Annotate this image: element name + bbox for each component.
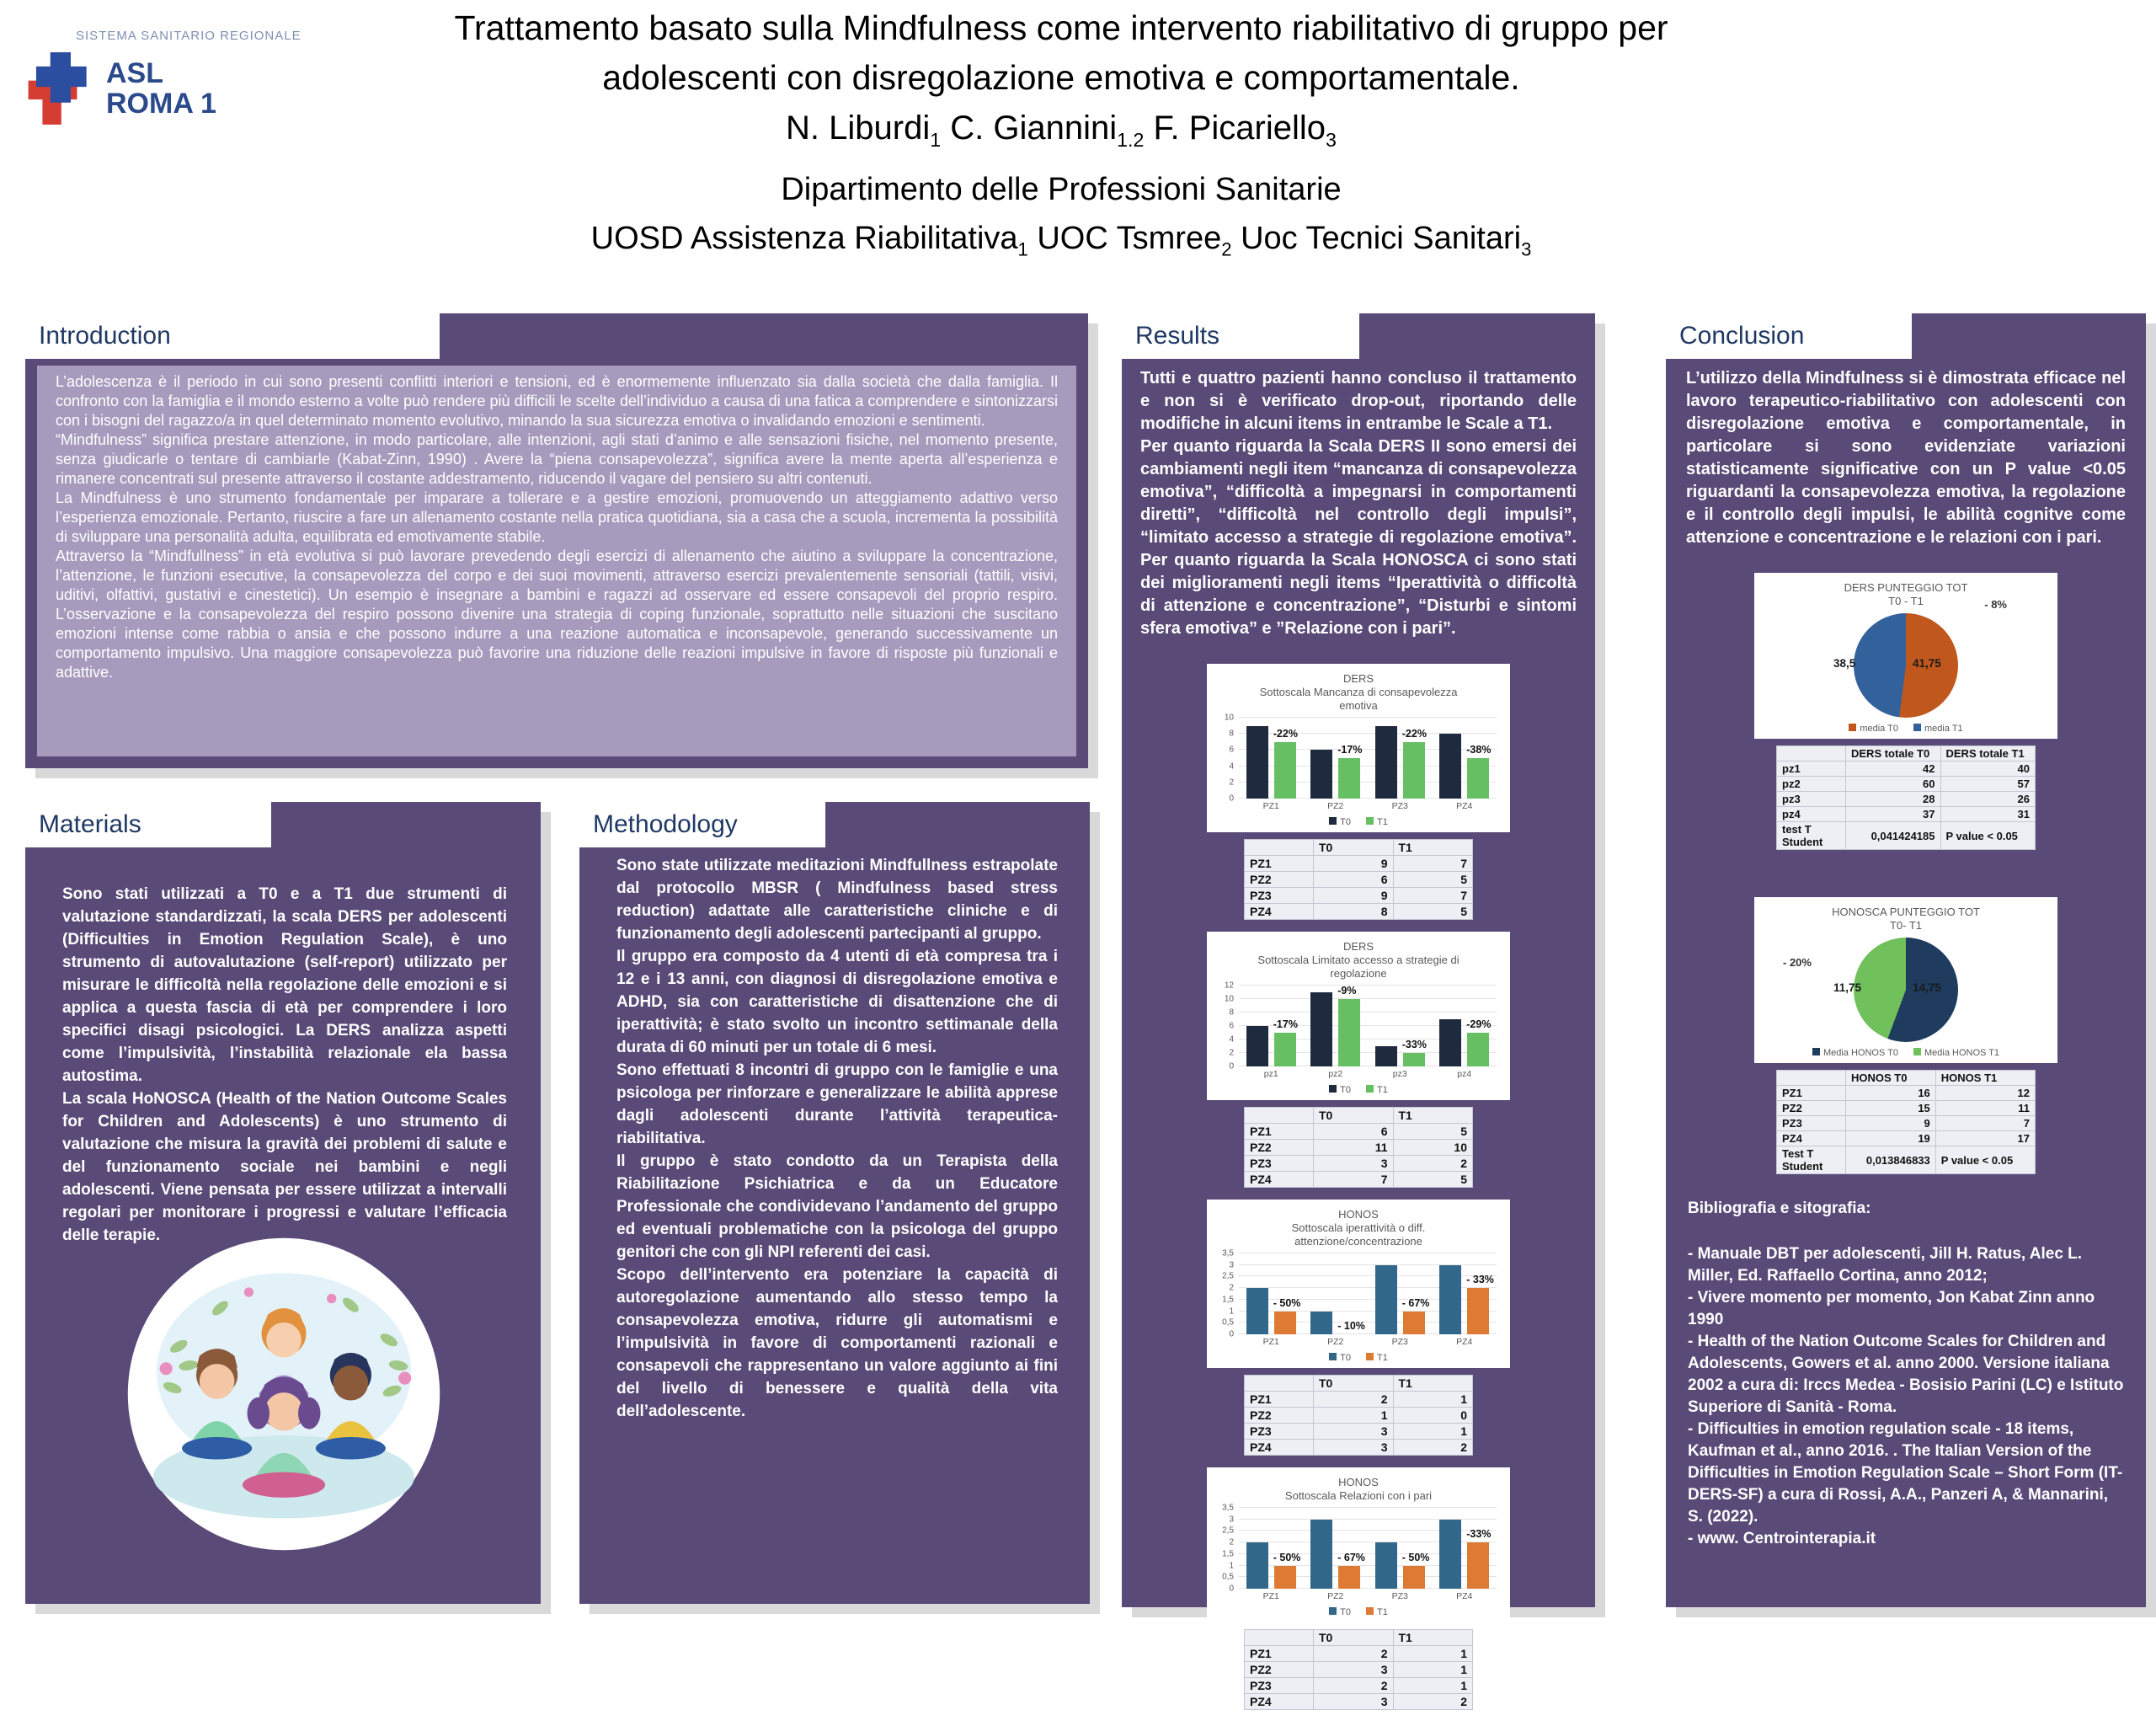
table-ders-limitato-accesso: T0 T1 PZ1 6 5 PZ2 11 10 PZ3 3 2 PZ4 7 5 [1244,1107,1473,1188]
poster-header [185,3,1937,275]
conclusion-title-text: Conclusion [1679,322,1805,350]
logo-org-line1: ASL [106,57,163,89]
logo-org-line2: ROMA 1 [106,88,216,120]
pie-honosca-punteggio-tot: HONOSCA PUNTEGGIO TOT T0- T1 14,75 11,75 - 20% Media HONOS T0 Media HONOS T1 [1754,897,2057,1063]
table-honos-iperattivita: T0 T1 PZ1 2 1 PZ2 1 0 PZ3 3 1 PZ4 3 2 [1244,1375,1473,1456]
conclusion-panel [1666,313,2146,1607]
units-line: UOSD Assistenza Riabilitativa$_1$ UOC Tsmree$_2$ Uoc Tecnici Sanitari$_3$ [590,221,1532,260]
table-honos-totale: HONOS T0 HONOS T1 PZ1 16 12 PZ2 15 11 PZ3 9 7 PZ4 19 17 Test T Student 0,013846833 P value < 0.05 [1776,1070,2036,1174]
materials-panel [25,802,541,1604]
logo-system-label: SISTEMA SANITARIO REGIONALE [76,29,302,43]
table-ders-totale: DERS totale T0 DERS totale T1 pz1 42 40 pz2 60 57 pz3 28 26 pz4 37 31 test T Student 0,041424185 P value < 0.05 [1776,745,2036,850]
results-section-title [1122,313,1359,359]
introduction-text: L’adolescenza è il periodo in cui sono presenti conflitti interiori e tensioni, ed è enormemente influenzato sia dalla società che dalla famiglia. Il confronto con la famiglia e il mondo esterno a volte può rendere più difficili le scelte dell’individuo a causa di una fatica a comprendere e sintonizzarsi con i bisogni del ragazzo/a in quel determinato momento evolutivo, minando la sua sicurezza emotiva o invalidando emozioni e sentimenti. “Mindfulness” significa prestare attenzione, in modo particolare, alle intenzioni, agli stati d’animo e alle sensazioni fisiche, nel momento presente, senza giudicarle o tentare di cambiarle (Kabat-Zinn, 1990) . Avere la “piena consapevolezza”, significa avere la mente aperta all’esperienza e rimanere concentrati sul presente attraverso il costante addestramento, riducendo il vagare del pensiero su altri contenuti. La Mindfulness è uno strumento fondamentale per imparare a tollerare e a gestire emozioni, promuovendo un atteggiamento adattivo verso l’esperienza emozionale. Pertanto, riuscire a fare un allenamento costante nella pratica quotidiana, sia a casa che a scuola, incrementa la possibilità di sviluppare una personalità adulta, equilibrata ed emotivamente stabile. Attraverso la “Mindfullness” in età evolutiva si può lavorare prevedendo degli esercizi di allenamento che aiutino a sviluppare la concentrazione, l’attenzione, le funzioni esecutive, la consapevolezza del corpo e dei suoi movimenti, attraverso esercizi prevalentemente sensoriali (tattili, visivi, uditivi, olfattivi, gustativi e cinestetici). Un esempio è insegnare a bambini e ragazzi ad osservare ed essere consapevoli del proprio respiro. L’osservazione e la consapevolezza del respiro possono divenire una strategia di coping funzionale, soprattutto nelle situazioni che suscitano emozioni intense come rabbia o ansia e che possono indurre a una reazione automatica e inconsapevole, generando successivamente un comportamento impulsivo. Una maggiore consapevolezza può favorire una riduzione delle reazioni impulsive in favore di risposte più funzionali e adattive. [37,366,1076,756]
introduction-title-text: Introduction [39,322,171,350]
bibliography-title: Bibliografia e sitografia: [1688,1200,1871,1217]
introduction-section-title [25,313,440,359]
bibliography-list: - Manuale DBT per adolescenti, Jill H. Ratus, Alec L. Miller, Ed. Raffaello Cortina, anno 2012; - Vivere momento per momento, Jon Kabat Zinn anno 1990 - Health of the Nation Outcome Scales for Children and Adolescents, Gowers et al. anno 2000. Versione italiana 2002 a cura di: Irccs Medea - Bosisio Parini (LC) e Istituto Superiore di Sanità - Roma. - Difficulties in emotion regulation scale - 18 items, Kaufman et al., anno 2016. . The Italian Version of the Difficulties in Emotion Regulation Scale – Short Form (IT-DERS-SF) a cura di Rossi, A.A., Panzeri A, & Mannarini, S. (2022). - www. Centrointerapia.it [1688,1245,2124,1547]
department-line: Dipartimento delle Professioni Sanitarie [781,172,1342,207]
conclusion-section-title [1666,313,1912,359]
methodology-panel [579,802,1090,1604]
methodology-text: Sono state utilizzate meditazioni Mindfullness estrapolate dal protocollo MBSR ( Mindfulness based stress reduction) adattate alle caratteristiche cliniche e di funzionamento degli adolescenti partecipanti al gruppo. Il gruppo era composto da 4 utenti di età compresa tra i 12 e i 13 anni, con diagnosi di disregolazione emotiva e ADHD, sia con caratteristiche di disattenzione che di iperattività; è stato svolto un incontro settimanale della durata di 60 minuti per un totale di 6 mesi. Sono effettuati 8 incontri di gruppo con le famiglie e una psicologa per rinforzare e generalizzare le abilità apprese dagli adolescenti durante l’attività terapeutica-riabilitativa. Il gruppo è stato condotto da un Terapista della Riabilitazione Psichiatrica e da un Educatore Professionale che condividevano l’andamento del gruppo ed eventuali problematiche con la psicologa del gruppo genitori che con gli NPI referenti dei casi. Scopo dell’intervento era potenziare la capacità di autoregolazione aumentando allo stesso tempo la consapevolezza emotiva, ridurre gli automatismi e l’impulsività in favore di comportamenti razionali e consapevoli che rappresentano un valore aggiunto ai fini del livello di benessere e qualità della vita dell’adolescente. [616,857,1058,1420]
cross-icon [24,48,94,129]
authors-line: N. Liburdi$_1$ C. Giannini$_{1.2}$ F. Picariello$_3$ [786,110,1337,151]
chart-honos-relazioni-pari: HONOS Sottoscala Relazioni con i pari 0 0,5 1 1,5 2 2,5 3 3,5 - 50% - 67% - 50% -33% PZ1 PZ2 PZ3 PZ4 T0 T1 [1207,1467,1510,1622]
table-ders-mancanza-consapevolezza: T0 T1 PZ1 9 7 PZ2 6 5 PZ3 9 7 PZ4 8 5 [1244,839,1473,920]
materials-text: Sono stati utilizzati a T0 e a T1 due strumenti di valutazione standardizzati, la scala DERS per adolescenti (Difficulties in Emotion Regulation Scale), è uno strumento di autovalutazione (self-report) utilizzato per misurare le difficoltà nella regolazione delle emozioni e si applica a questa fascia di età per comprendere i loro specifici disagi psicologici. La DERS analizza aspetti come l’impulsività, l’instabilità relazionale ela bassa autostima. La scala HoNOSCA (Health of the Nation Outcome Scales for Children and Adolescents) è uno strumento di valutazione che misura la gravità dei problemi di salute e del funzionamento sociale nei bambini e negli adolescenti. Viene pensata per essere utilizzat a intervalli regolari per monitorare i progressi e valutare l’efficacia delle terapie. [62,885,507,1244]
introduction-panel [25,313,1088,768]
chart-honos-iperattivita: HONOS Sottoscala iperattività o diff. attenzione/concentrazione 0 0,5 1 1,5 2 2,5 3 3,5 - 50% - 10% - 67% - 33% PZ1 PZ2 PZ3 PZ4 T0 T1 [1207,1200,1510,1368]
methodology-title-text: Methodology [593,810,738,838]
methodology-section-title [579,802,825,847]
chart-ders-mancanza-consapevolezza: DERS Sottoscala Mancanza di consapevolezza emotiva 0 2 4 6 8 10 -22% -17% -22% -38% PZ1 PZ2 PZ3 PZ4 T0 T1 [1207,664,1510,832]
pie-ders-punteggio-tot: DERS PUNTEGGIO TOT T0 - T1 41,75 38,5 - 8% media T0 media T1 [1754,573,2057,739]
poster-title-line1: Trattamento basato sulla Mindfulness come intervento riabilitativo di gruppo per [454,8,1668,47]
results-title-text: Results [1135,322,1220,350]
conclusion-text: L’utilizzo della Mindfulness si è dimostrata efficace nel lavoro terapeutico-riabilitativo con adolescenti con disregolazione emotiva e comportamentale, in particolare si sono evidenziate variazioni statisticamente significative con un P value <0.05 riguardanti la consapevolezza emotiva, la regolazione e il controllo degli impulsi, le abilità cognitve come attenzione e concentrazione e le relazioni con i pari. [1686,369,2126,547]
materials-section-title [25,802,271,847]
materials-title-text: Materials [39,810,141,838]
table-honos-relazioni-pari: T0 T1 PZ1 2 1 PZ2 3 1 PZ3 2 1 PZ4 3 2 [1244,1629,1473,1710]
results-panel [1122,313,1595,1708]
chart-ders-limitato-accesso: DERS Sottoscala Limitato accesso a strategie di regolazione 0 2 4 6 8 10 12 -17% -9% -33% -29% pz1 pz2 pz3 pz4 T0 T1 [1207,932,1510,1100]
meditation-illustration [125,1235,443,1553]
results-text: Tutti e quattro pazienti hanno concluso il trattamento e non si è verificato drop-out, riportando delle modifiche in alcuni items in entrambe le Scale a T1. Per quanto riguarda la Scala DERS II sono emersi dei cambiamenti negli item “mancanza di consapevolezza emotiva”, “difficoltà a impegnarsi in comportamenti diretti”, “difficoltà nel controllo degli impulsi”, “limitato accesso a strategie di regolazione emotiva”. Per quanto riguarda la Scala HONOSCA ci sono stati dei miglioramenti negli items “Iperattività o difficoltà di attenzione e concentrazione”, “Disturbi e sintomi sfera emotiva” e ”Relazione con i pari”. [1140,369,1577,638]
poster-title-line2: adolescenti con disregolazione emotiva e comportamentale. [602,58,1520,97]
